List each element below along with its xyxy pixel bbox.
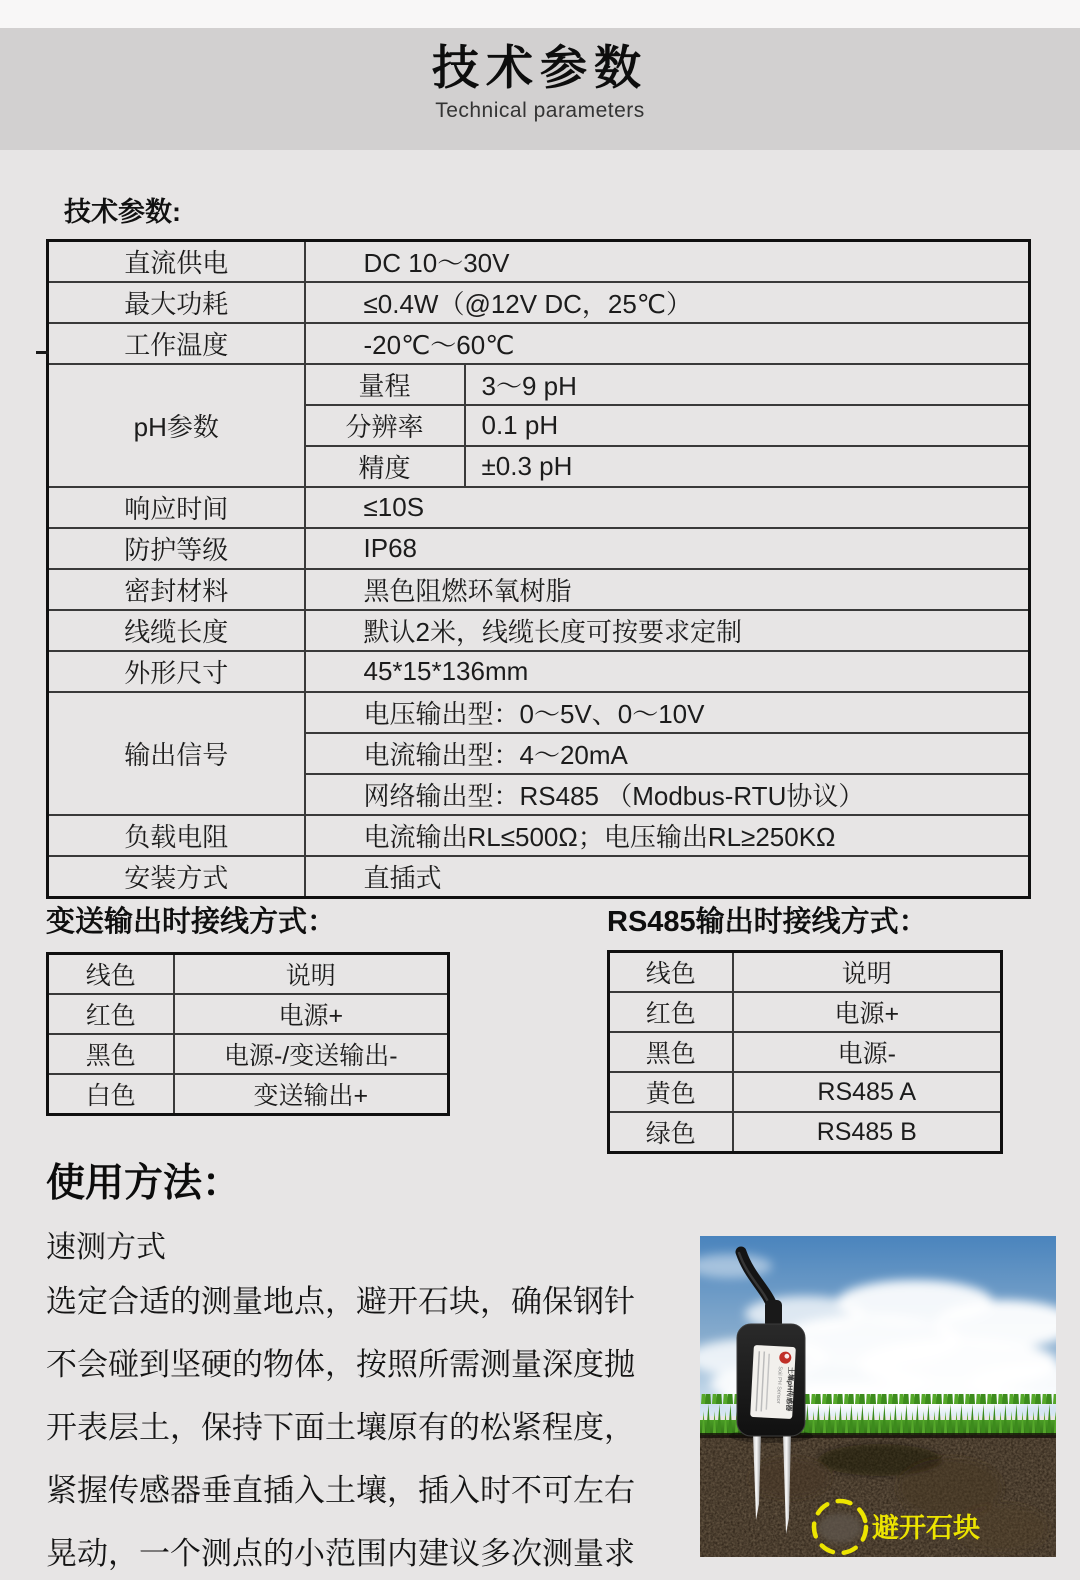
spec-value: 45*15*136mm (305, 651, 1030, 692)
table-row (609, 992, 1002, 1032)
table-row (609, 1072, 1002, 1112)
wire-color: 红色 (48, 994, 174, 1034)
spec-value: ≤0.4W（@12V DC，25℃） (305, 282, 1030, 323)
wiring-analog-table (46, 952, 450, 1116)
spec-value: 黑色阻燃环氧树脂 (305, 569, 1030, 610)
table-row (48, 569, 1030, 610)
table-row (609, 1112, 1002, 1153)
spec-label-ph: pH参数 (48, 364, 305, 487)
wire-color-header: 线色 (609, 952, 733, 993)
wire-desc-header: 说明 (733, 952, 1002, 993)
header-band (0, 28, 1080, 150)
wiring-rs485-title: RS485输出时接线方式： (607, 906, 928, 938)
table-row (48, 954, 449, 995)
wire-color: 白色 (48, 1074, 174, 1115)
spec-subvalue: ±0.3 pH (465, 446, 1030, 487)
wire-desc: RS485 A (733, 1072, 1002, 1112)
spec-value: 默认2米，线缆长度可按要求定制 (305, 610, 1030, 651)
wire-color: 黄色 (609, 1072, 733, 1112)
section-label: 技术参数: (64, 197, 181, 227)
spec-label: 密封材料 (48, 569, 305, 610)
spec-value: 电压输出型：0～5V、0～10V (305, 692, 1030, 733)
spec-label: 最大功耗 (48, 282, 305, 323)
page-subtitle: Technical parameters (435, 99, 645, 122)
usage-subtitle: 速测方式 (46, 1231, 166, 1264)
wire-desc: RS485 B (733, 1112, 1002, 1153)
spec-label: 防护等级 (48, 528, 305, 569)
wiring-analog-title: 变送输出时接线方式： (46, 906, 337, 938)
usage-line: 开表层土，保持下面土壤原有的松紧程度， (46, 1410, 635, 1445)
table-row (48, 528, 1030, 569)
table-row (48, 241, 1030, 283)
wiring-rs485-table (607, 950, 1003, 1154)
wire-color: 红色 (609, 992, 733, 1032)
sensor-in-soil-photo (700, 1236, 1056, 1557)
wire-desc: 电源-/变送输出- (174, 1034, 449, 1074)
wire-desc: 变送输出+ (174, 1074, 449, 1115)
table-row (48, 323, 1030, 364)
table-row (48, 994, 449, 1034)
spec-label: 负载电阻 (48, 815, 305, 856)
table-row (48, 815, 1030, 856)
product-photo (700, 1236, 1056, 1557)
spec-label-output: 输出信号 (48, 692, 305, 815)
spec-value: ≤10S (305, 487, 1030, 528)
stone (818, 1513, 862, 1543)
sensor-label-cn-text: 土壤pH传感器 (784, 1366, 794, 1412)
wire-desc-header: 说明 (174, 954, 449, 995)
table-row (609, 1032, 1002, 1072)
table-row (48, 610, 1030, 651)
usage-line: 紧握传感器垂直插入土壤，插入时不可左右 (46, 1473, 635, 1508)
spec-sublabel: 量程 (305, 364, 465, 405)
wire-color: 黑色 (48, 1034, 174, 1074)
scan-artifact (36, 351, 49, 354)
spec-label: 直流供电 (48, 241, 305, 283)
wire-color-header: 线色 (48, 954, 174, 995)
spec-value: 直插式 (305, 856, 1030, 898)
table-row (48, 282, 1030, 323)
sensor-label (750, 1345, 797, 1419)
avoid-stone-annotation: 避开石块 (872, 1513, 980, 1543)
usage-paragraph (46, 1270, 701, 1580)
table-row (48, 1074, 449, 1115)
top-strip (0, 0, 1080, 28)
spec-label: 线缆长度 (48, 610, 305, 651)
usage-line: 不会碰到坚硬的物体，按照所需测量深度抛 (46, 1347, 635, 1382)
spec-value: 电流输出型：4～20mA (305, 733, 1030, 774)
table-row (48, 1034, 449, 1074)
spec-label: 安装方式 (48, 856, 305, 898)
spec-value: IP68 (305, 528, 1030, 569)
usage-line: 选定合适的测量地点，避开石块，确保钢针 (46, 1284, 635, 1319)
page-title: 技术参数 (432, 41, 648, 94)
table-row (48, 692, 1030, 733)
spec-label: 外形尺寸 (48, 651, 305, 692)
spec-subvalue: 0.1 pH (465, 405, 1030, 446)
spec-value: DC 10～30V (305, 241, 1030, 283)
spec-table (46, 239, 1031, 899)
spec-label: 响应时间 (48, 487, 305, 528)
wire-color: 绿色 (609, 1112, 733, 1153)
spec-sublabel: 分辨率 (305, 405, 465, 446)
table-row (609, 952, 1002, 993)
table-row (48, 856, 1030, 898)
usage-line: 晃动，一个测点的小范围内建议多次测量求 (46, 1536, 635, 1571)
wire-desc: 电源+ (174, 994, 449, 1034)
spec-sublabel: 精度 (305, 446, 465, 487)
table-row (48, 364, 1030, 405)
wire-desc: 电源- (733, 1032, 1002, 1072)
spec-value: 电流输出RL≤500Ω；电压输出RL≥250KΩ (305, 815, 1030, 856)
spec-label: 工作温度 (48, 323, 305, 364)
table-row (48, 651, 1030, 692)
table-row (48, 487, 1030, 528)
spec-value: 网络输出型：RS485 （Modbus-RTU协议） (305, 774, 1030, 815)
sensor-label-en-text: Soil PH Sensor (774, 1366, 783, 1404)
usage-title: 使用方法： (46, 1162, 242, 1205)
wire-desc: 电源+ (733, 992, 1002, 1032)
spec-subvalue: 3～9 pH (465, 364, 1030, 405)
wire-color: 黑色 (609, 1032, 733, 1072)
spec-value: -20℃～60℃ (305, 323, 1030, 364)
